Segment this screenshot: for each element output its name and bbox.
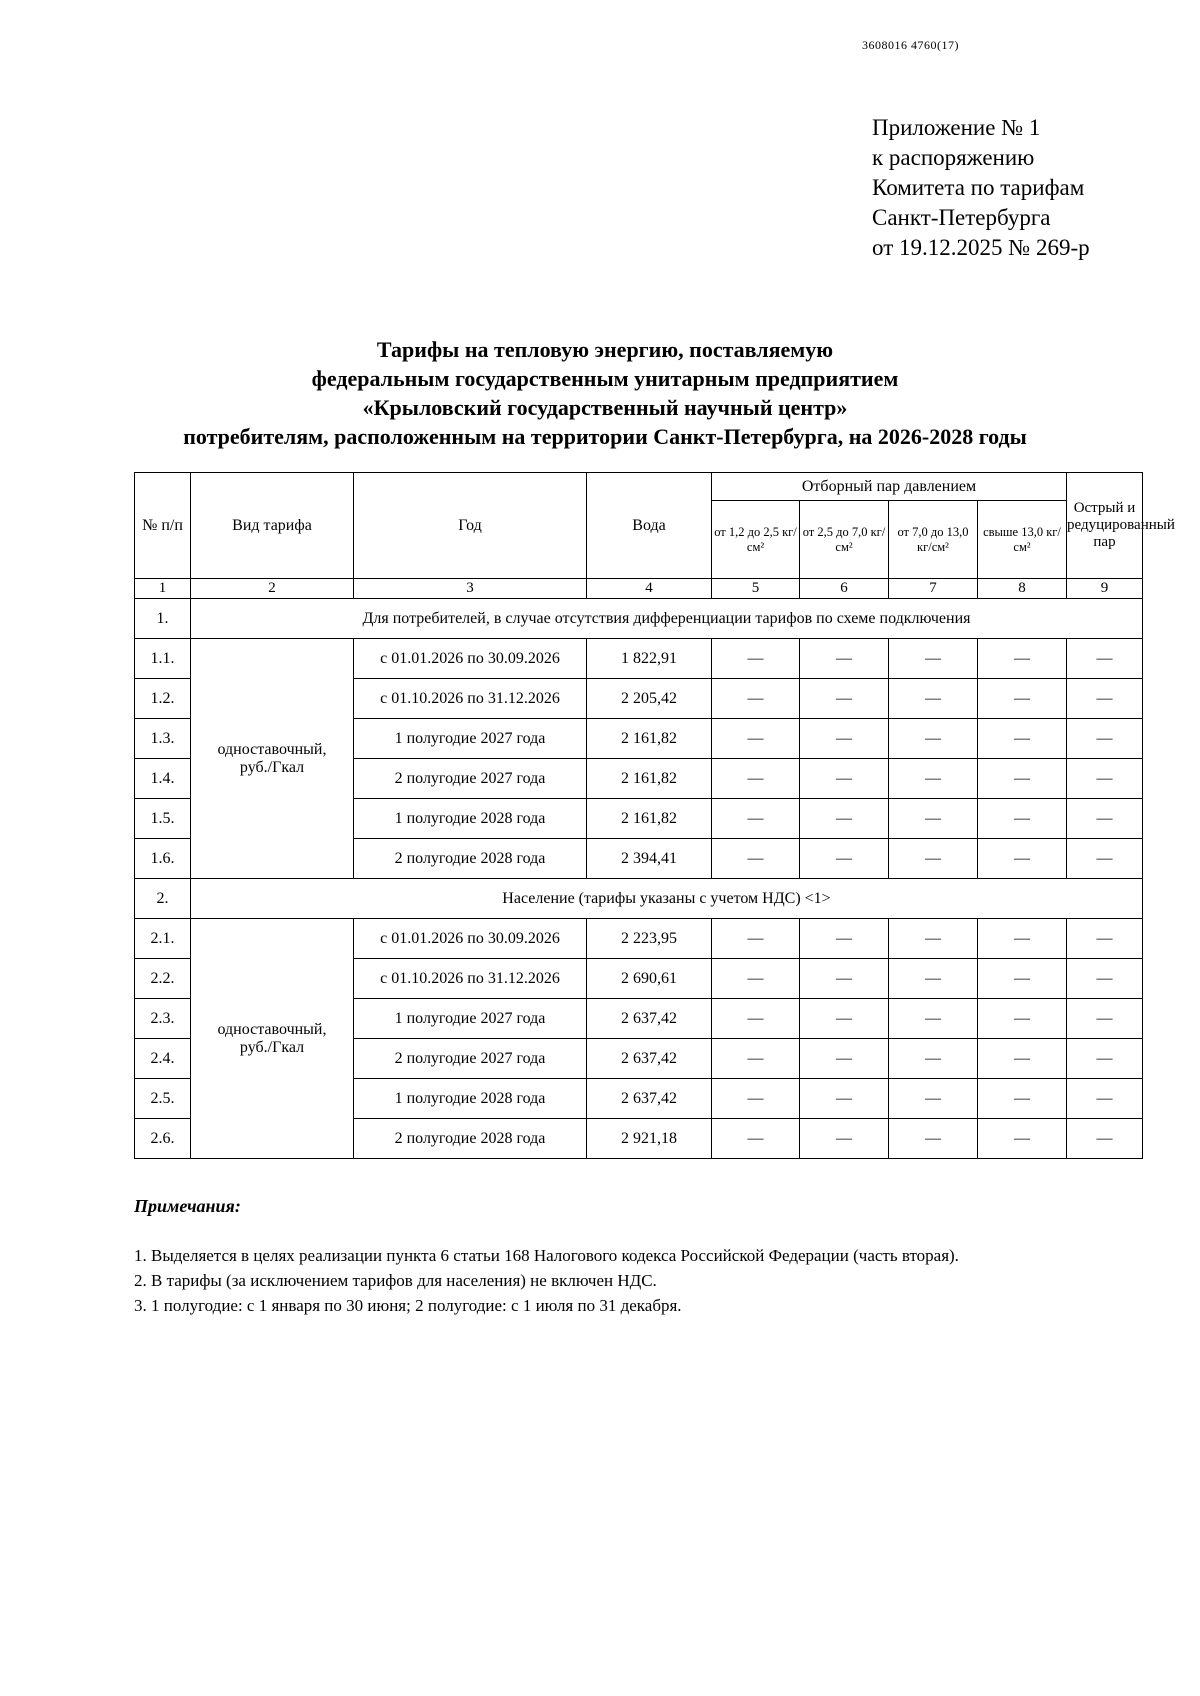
section-row bbox=[135, 879, 1143, 919]
dash-cell: — bbox=[712, 919, 800, 959]
dash-cell: — bbox=[800, 719, 889, 759]
header-steam-col: от 7,0 до 13,0 кг/см² bbox=[889, 501, 978, 579]
dash-cell: — bbox=[1067, 719, 1143, 759]
row-number: 1.3. bbox=[135, 719, 191, 759]
dash-cell: — bbox=[978, 719, 1067, 759]
title-line: Тарифы на тепловую энергию, поставляемую bbox=[376, 337, 834, 362]
dash-cell: — bbox=[712, 799, 800, 839]
water-tariff: 2 161,82 bbox=[587, 799, 712, 839]
column-number: 6 bbox=[800, 579, 889, 599]
dash-cell: — bbox=[712, 679, 800, 719]
column-number: 1 bbox=[135, 579, 191, 599]
table-row bbox=[135, 639, 1143, 679]
dash-cell: — bbox=[978, 759, 1067, 799]
dash-cell: — bbox=[1067, 1039, 1143, 1079]
dash-cell: — bbox=[712, 839, 800, 879]
dash-cell: — bbox=[889, 679, 978, 719]
period-cell: 2 полугодие 2028 года bbox=[354, 1119, 587, 1159]
dash-cell: — bbox=[712, 639, 800, 679]
dash-cell: — bbox=[889, 799, 978, 839]
column-number: 9 bbox=[1067, 579, 1143, 599]
tariffs-table bbox=[134, 472, 1175, 1159]
appendix-line: Санкт-Петербурга bbox=[872, 205, 1051, 230]
column-number: 4 bbox=[587, 579, 712, 599]
dash-cell: — bbox=[978, 1039, 1067, 1079]
notes-list bbox=[134, 1243, 959, 1318]
table-row bbox=[135, 919, 1143, 959]
dash-cell: — bbox=[800, 1079, 889, 1119]
header-tariff-type: Вид тарифа bbox=[191, 473, 354, 579]
row-number: 1.1. bbox=[135, 639, 191, 679]
section-title: Для потребителей, в случае отсутствия дифференциации тарифов по схеме подключения bbox=[191, 599, 1143, 639]
row-number: 1.2. bbox=[135, 679, 191, 719]
dash-cell: — bbox=[978, 839, 1067, 879]
row-number: 2.4. bbox=[135, 1039, 191, 1079]
row-number: 1.4. bbox=[135, 759, 191, 799]
appendix-block bbox=[872, 113, 1090, 263]
dash-cell: — bbox=[800, 679, 889, 719]
row-number: 2.2. bbox=[135, 959, 191, 999]
dash-cell: — bbox=[1067, 799, 1143, 839]
column-number: 3 bbox=[354, 579, 587, 599]
period-cell: с 01.01.2026 по 30.09.2026 bbox=[354, 919, 587, 959]
dash-cell: — bbox=[889, 759, 978, 799]
dash-cell: — bbox=[800, 799, 889, 839]
dash-cell: — bbox=[978, 639, 1067, 679]
dash-cell: — bbox=[712, 959, 800, 999]
dash-cell: — bbox=[800, 1039, 889, 1079]
page-title bbox=[120, 335, 1090, 451]
document-number: 3608016 4760(17) bbox=[862, 38, 959, 52]
section-number: 2. bbox=[135, 879, 191, 919]
dash-cell: — bbox=[800, 639, 889, 679]
dash-cell: — bbox=[978, 919, 1067, 959]
dash-cell: — bbox=[1067, 759, 1143, 799]
dash-cell: — bbox=[978, 1079, 1067, 1119]
dash-cell: — bbox=[889, 959, 978, 999]
period-cell: с 01.10.2026 по 31.12.2026 bbox=[354, 679, 587, 719]
dash-cell: — bbox=[800, 919, 889, 959]
header-sharp-steam: Острый и редуцированный пар bbox=[1067, 473, 1143, 579]
period-cell: с 01.10.2026 по 31.12.2026 bbox=[354, 959, 587, 999]
dash-cell: — bbox=[978, 679, 1067, 719]
water-tariff: 1 822,91 bbox=[587, 639, 712, 679]
dash-cell: — bbox=[889, 999, 978, 1039]
dash-cell: — bbox=[978, 1119, 1067, 1159]
dash-cell: — bbox=[1067, 839, 1143, 879]
period-cell: 1 полугодие 2028 года bbox=[354, 799, 587, 839]
header-steam-group: Отборный пар давлением bbox=[712, 473, 1067, 501]
appendix-line: к распоряжению bbox=[872, 145, 1035, 170]
header-year: Год bbox=[354, 473, 587, 579]
tariff-type: одноставочный, руб./Гкал bbox=[191, 919, 354, 1159]
period-cell: 1 полугодие 2027 года bbox=[354, 719, 587, 759]
column-number: 7 bbox=[889, 579, 978, 599]
notes-title: Примечания: bbox=[134, 1196, 241, 1216]
section-row bbox=[135, 599, 1143, 639]
period-cell: 2 полугодие 2028 года bbox=[354, 839, 587, 879]
dash-cell: — bbox=[800, 839, 889, 879]
header-steam-col: от 1,2 до 2,5 кг/см² bbox=[712, 501, 800, 579]
dash-cell: — bbox=[712, 759, 800, 799]
dash-cell: — bbox=[1067, 1079, 1143, 1119]
section-title: Население (тарифы указаны с учетом НДС) <1> bbox=[191, 879, 1143, 919]
row-number: 2.3. bbox=[135, 999, 191, 1039]
dash-cell: — bbox=[800, 759, 889, 799]
dash-cell: — bbox=[800, 999, 889, 1039]
header-steam-col: от 2,5 до 7,0 кг/см² bbox=[800, 501, 889, 579]
water-tariff: 2 637,42 bbox=[587, 1039, 712, 1079]
dash-cell: — bbox=[889, 919, 978, 959]
dash-cell: — bbox=[978, 999, 1067, 1039]
dash-cell: — bbox=[712, 1039, 800, 1079]
note-item: 2. В тарифы (за исключением тарифов для населения) не включен НДС. bbox=[134, 1271, 657, 1290]
dash-cell: — bbox=[978, 959, 1067, 999]
water-tariff: 2 921,18 bbox=[587, 1119, 712, 1159]
dash-cell: — bbox=[889, 719, 978, 759]
dash-cell: — bbox=[889, 839, 978, 879]
dash-cell: — bbox=[1067, 919, 1143, 959]
period-cell: 2 полугодие 2027 года bbox=[354, 759, 587, 799]
title-line: федеральным государственным унитарным предприятием bbox=[311, 366, 899, 391]
row-number: 1.6. bbox=[135, 839, 191, 879]
water-tariff: 2 161,82 bbox=[587, 759, 712, 799]
water-tariff: 2 394,41 bbox=[587, 839, 712, 879]
column-number: 8 bbox=[978, 579, 1067, 599]
dash-cell: — bbox=[712, 1119, 800, 1159]
dash-cell: — bbox=[800, 959, 889, 999]
dash-cell: — bbox=[978, 799, 1067, 839]
dash-cell: — bbox=[1067, 679, 1143, 719]
water-tariff: 2 637,42 bbox=[587, 1079, 712, 1119]
dash-cell: — bbox=[712, 1079, 800, 1119]
dash-cell: — bbox=[800, 1119, 889, 1159]
water-tariff: 2 205,42 bbox=[587, 679, 712, 719]
water-tariff: 2 223,95 bbox=[587, 919, 712, 959]
dash-cell: — bbox=[889, 639, 978, 679]
dash-cell: — bbox=[889, 1079, 978, 1119]
tariff-type: одноставочный, руб./Гкал bbox=[191, 639, 354, 879]
row-number: 2.5. bbox=[135, 1079, 191, 1119]
period-cell: 1 полугодие 2028 года bbox=[354, 1079, 587, 1119]
dash-cell: — bbox=[1067, 1119, 1143, 1159]
water-tariff: 2 161,82 bbox=[587, 719, 712, 759]
dash-cell: — bbox=[1067, 639, 1143, 679]
section-number: 1. bbox=[135, 599, 191, 639]
header-water: Вода bbox=[587, 473, 712, 579]
title-line: «Крыловский государственный научный центр» bbox=[362, 395, 848, 420]
row-number: 2.6. bbox=[135, 1119, 191, 1159]
appendix-line: Комитета по тарифам bbox=[872, 175, 1085, 200]
dash-cell: — bbox=[1067, 959, 1143, 999]
dash-cell: — bbox=[712, 999, 800, 1039]
dash-cell: — bbox=[1067, 999, 1143, 1039]
column-number: 2 bbox=[191, 579, 354, 599]
header-num: № п/п bbox=[135, 473, 191, 579]
header-steam-col: свыше 13,0 кг/см² bbox=[978, 501, 1067, 579]
row-number: 2.1. bbox=[135, 919, 191, 959]
dash-cell: — bbox=[712, 719, 800, 759]
water-tariff: 2 690,61 bbox=[587, 959, 712, 999]
appendix-line: от 19.12.2025 № 269-р bbox=[872, 235, 1090, 260]
note-item: 3. 1 полугодие: с 1 января по 30 июня; 2 полугодие: с 1 июля по 31 декабря. bbox=[134, 1296, 682, 1315]
water-tariff: 2 637,42 bbox=[587, 999, 712, 1039]
period-cell: с 01.01.2026 по 30.09.2026 bbox=[354, 639, 587, 679]
dash-cell: — bbox=[889, 1119, 978, 1159]
dash-cell: — bbox=[889, 1039, 978, 1079]
row-number: 1.5. bbox=[135, 799, 191, 839]
title-line: потребителям, расположенным на территории Санкт-Петербурга, на 2026-2028 годы bbox=[183, 424, 1027, 449]
period-cell: 2 полугодие 2027 года bbox=[354, 1039, 587, 1079]
period-cell: 1 полугодие 2027 года bbox=[354, 999, 587, 1039]
appendix-line: Приложение № 1 bbox=[872, 115, 1041, 140]
column-number: 5 bbox=[712, 579, 800, 599]
note-item: 1. Выделяется в целях реализации пункта 6 статьи 168 Налогового кодекса Российской Федерации (часть вторая). bbox=[134, 1246, 959, 1265]
